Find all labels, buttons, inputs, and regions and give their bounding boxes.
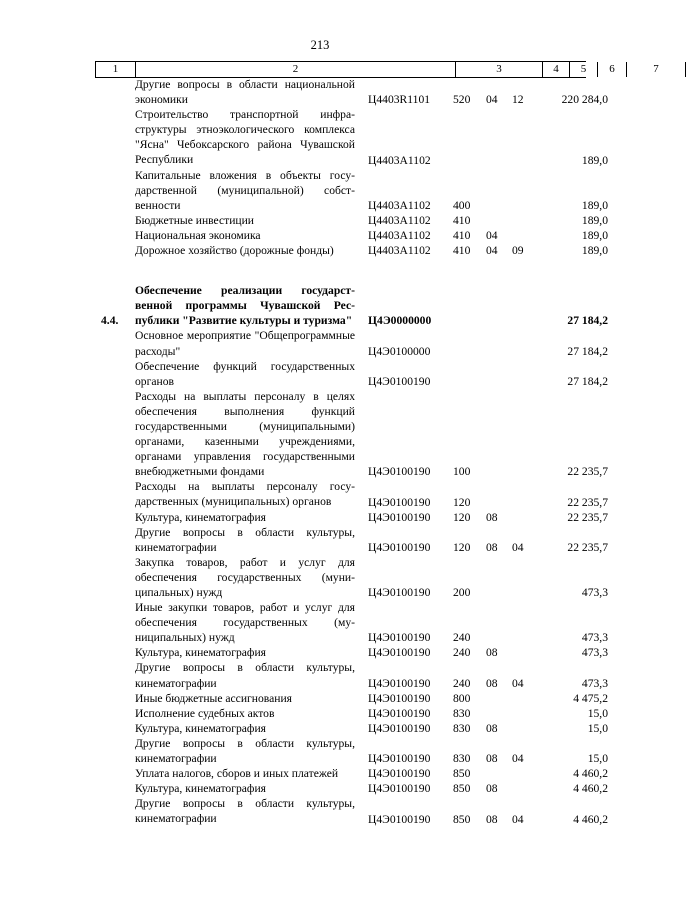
table-row — [0, 525, 640, 555]
row-amount: 27 184,2 — [567, 374, 608, 388]
row-col-4: 240 — [453, 631, 471, 645]
table-row — [0, 77, 640, 107]
row-name: Другие вопросы в области культуры, кинематографии — [135, 736, 355, 766]
row-name: Бюджетные инвестиции — [135, 213, 255, 227]
table-row — [0, 328, 640, 358]
row-amount: 22 235,7 — [567, 510, 608, 524]
row-name: Обеспечение функций государственных органов — [135, 359, 355, 388]
row-amount: 189,0 — [581, 213, 608, 227]
column-header-4: 4 — [542, 62, 569, 77]
row-name: Другие вопросы в области национальной экономики — [135, 78, 355, 107]
row-code: Ц4Э0100190 — [368, 706, 431, 720]
row-code: Ц4Э0100190 — [368, 495, 431, 509]
row-col-4: 850 — [453, 782, 471, 796]
row-amount: 473,3 — [581, 646, 608, 660]
table-row — [0, 781, 640, 796]
row-name: Дорожное хозяйство (дорожные фонды) — [135, 244, 334, 258]
row-col-5: 08 — [486, 721, 498, 735]
row-amount: 189,0 — [581, 198, 608, 212]
row-col-4: 830 — [453, 752, 471, 766]
table-row — [0, 691, 640, 706]
row-name: Исполнение судебных актов — [135, 706, 275, 720]
row-code: Ц4Э0100190 — [368, 676, 431, 690]
row-col-5: 04 — [486, 93, 498, 107]
row-code: Ц4Э0100190 — [368, 782, 431, 796]
row-col-5: 08 — [486, 782, 498, 796]
row-name: Расходы на выплаты персоналу в целях обеспечения выполнения функций государственными (муниципальными) органами, казенными учреждениями, органами управления государственными внебюджетными фондами — [135, 389, 355, 479]
row-name: Расходы на выплаты персоналу государственных (муниципальных) органов — [135, 480, 355, 509]
row-code: Ц4403А1102 — [368, 229, 431, 243]
table-row — [0, 706, 640, 721]
row-name: Национальная экономика — [135, 228, 261, 242]
row-code: Ц4Э0100190 — [368, 767, 431, 781]
row-col-6: 04 — [512, 812, 524, 826]
table-row — [0, 796, 640, 826]
row-col-4: 240 — [453, 646, 471, 660]
row-code: Ц4Э0100190 — [368, 812, 431, 826]
budget-table-body — [0, 77, 640, 827]
column-header-3: 3 — [455, 62, 542, 77]
column-header-row — [95, 61, 659, 78]
row-col-4: 120 — [453, 540, 471, 554]
row-col-4: 410 — [453, 229, 471, 243]
row-amount: 189,0 — [581, 244, 608, 258]
row-code: Ц4Э0100190 — [368, 691, 431, 705]
row-code: Ц4403А1102 — [368, 198, 431, 212]
row-col-6: 04 — [512, 676, 524, 690]
row-name: Капитальные вложения в объекты государственной (муниципальной) собственности — [135, 168, 355, 212]
table-row — [0, 389, 640, 480]
row-col-5: 08 — [486, 752, 498, 766]
table-row — [0, 479, 640, 509]
row-col-5: 04 — [486, 229, 498, 243]
row-col-5: 08 — [486, 510, 498, 524]
column-header-6: 6 — [597, 62, 626, 77]
row-amount: 189,0 — [581, 229, 608, 243]
row-amount: 220 284,0 — [561, 93, 608, 107]
row-number: 4.4. — [101, 314, 119, 328]
row-name: Обеспечение реализации государственной программы Чувашской Республики "Развитие культуры и туризма" — [135, 284, 355, 328]
row-code: Ц4Э0100190 — [368, 631, 431, 645]
row-name: Иные бюджетные ассигнования — [135, 691, 292, 705]
table-row — [0, 107, 640, 167]
row-amount: 4 460,2 — [573, 767, 608, 781]
row-amount: 22 235,7 — [567, 465, 608, 479]
row-code: Ц4Э0100190 — [368, 510, 431, 524]
table-row — [0, 243, 640, 258]
row-code: Ц4Э0100000 — [368, 344, 431, 358]
row-amount: 4 460,2 — [573, 782, 608, 796]
table-row — [0, 660, 640, 690]
row-code: Ц4Э0100190 — [368, 465, 431, 479]
row-col-5: 08 — [486, 812, 498, 826]
row-name: Культура, кинематография — [135, 782, 266, 796]
table-row — [0, 645, 640, 660]
row-col-5: 08 — [486, 540, 498, 554]
row-name: Основное мероприятие "Общепрограммные расходы" — [135, 329, 355, 358]
row-col-4: 830 — [453, 721, 471, 735]
row-col-5: 08 — [486, 676, 498, 690]
row-code: Ц4Э0100190 — [368, 752, 431, 766]
row-col-4: 120 — [453, 510, 471, 524]
row-code: Ц4Э0100190 — [368, 646, 431, 660]
row-col-4: 400 — [453, 198, 471, 212]
row-col-4: 200 — [453, 586, 471, 600]
column-header-2: 2 — [135, 62, 455, 77]
row-name: Культура, кинематография — [135, 721, 266, 735]
row-name: Иные закупки товаров, работ и услуг для обеспечения государственных (муниципальных) нужд — [135, 601, 355, 645]
row-col-4: 800 — [453, 691, 471, 705]
row-col-4: 240 — [453, 676, 471, 690]
row-amount: 15,0 — [587, 721, 608, 735]
row-code: Ц4Э0100190 — [368, 540, 431, 554]
row-col-4: 830 — [453, 706, 471, 720]
table-row — [0, 510, 640, 525]
row-code: Ц4403R1101 — [368, 93, 431, 107]
table-row — [0, 213, 640, 228]
row-amount: 22 235,7 — [567, 495, 608, 509]
row-amount: 189,0 — [581, 153, 608, 167]
row-code: Ц4403А1102 — [368, 213, 431, 227]
row-col-6: 04 — [512, 752, 524, 766]
row-col-5: 08 — [486, 646, 498, 660]
row-amount: 4 460,2 — [573, 812, 608, 826]
row-name: Другие вопросы в области культуры, кинематографии — [135, 797, 355, 826]
row-col-6: 09 — [512, 244, 524, 258]
row-code: Ц4403А1102 — [368, 153, 431, 167]
table-row — [0, 736, 640, 766]
row-code: Ц4Э0100190 — [368, 586, 431, 600]
row-amount: 15,0 — [587, 752, 608, 766]
table-row — [0, 721, 640, 736]
row-name: Культура, кинематография — [135, 646, 266, 660]
row-amount: 473,3 — [581, 631, 608, 645]
column-header-7: 7 — [626, 62, 686, 77]
row-code: Ц4Э0100190 — [368, 721, 431, 735]
row-amount: 22 235,7 — [567, 540, 608, 554]
row-amount: 473,3 — [581, 676, 608, 690]
table-row — [0, 283, 640, 328]
row-col-6: 04 — [512, 540, 524, 554]
row-amount: 15,0 — [587, 706, 608, 720]
row-code: Ц4Э0100190 — [368, 374, 431, 388]
row-name: Культура, кинематография — [135, 510, 266, 524]
table-row — [0, 766, 640, 781]
row-col-4: 850 — [453, 812, 471, 826]
row-col-5: 04 — [486, 244, 498, 258]
row-col-6: 12 — [512, 93, 524, 107]
row-col-4: 850 — [453, 767, 471, 781]
row-col-4: 520 — [453, 93, 471, 107]
row-amount: 473,3 — [581, 586, 608, 600]
table-row — [0, 228, 640, 243]
row-name: Строительство транспортной инфраструктуры этноэкологического комплекса "Ясна" Чебоксарского района Чувашской Республики — [135, 108, 355, 167]
table-row — [0, 359, 640, 389]
table-row — [0, 555, 640, 600]
row-name: Другие вопросы в области культуры, кинематографии — [135, 525, 355, 554]
column-header-1: 1 — [95, 62, 135, 77]
row-col-4: 120 — [453, 495, 471, 509]
column-header-5: 5 — [569, 62, 597, 77]
table-row — [0, 600, 640, 645]
page-number: 213 — [310, 38, 330, 52]
row-code: Ц4Э0000000 — [368, 314, 432, 328]
row-amount: 27 184,2 — [567, 344, 608, 358]
row-col-4: 410 — [453, 213, 471, 227]
row-code: Ц4403А1102 — [368, 244, 431, 258]
row-name: Другие вопросы в области культуры, кинематографии — [135, 661, 355, 690]
row-col-4: 410 — [453, 244, 471, 258]
row-amount: 4 475,2 — [573, 691, 608, 705]
row-amount: 27 184,2 — [567, 314, 608, 328]
row-col-4: 100 — [453, 465, 471, 479]
table-row — [0, 168, 640, 213]
row-name: Закупка товаров, работ и услуг для обеспечения государственных (муниципальных) нужд — [135, 555, 355, 599]
row-name: Уплата налогов, сборов и иных платежей — [135, 767, 339, 781]
